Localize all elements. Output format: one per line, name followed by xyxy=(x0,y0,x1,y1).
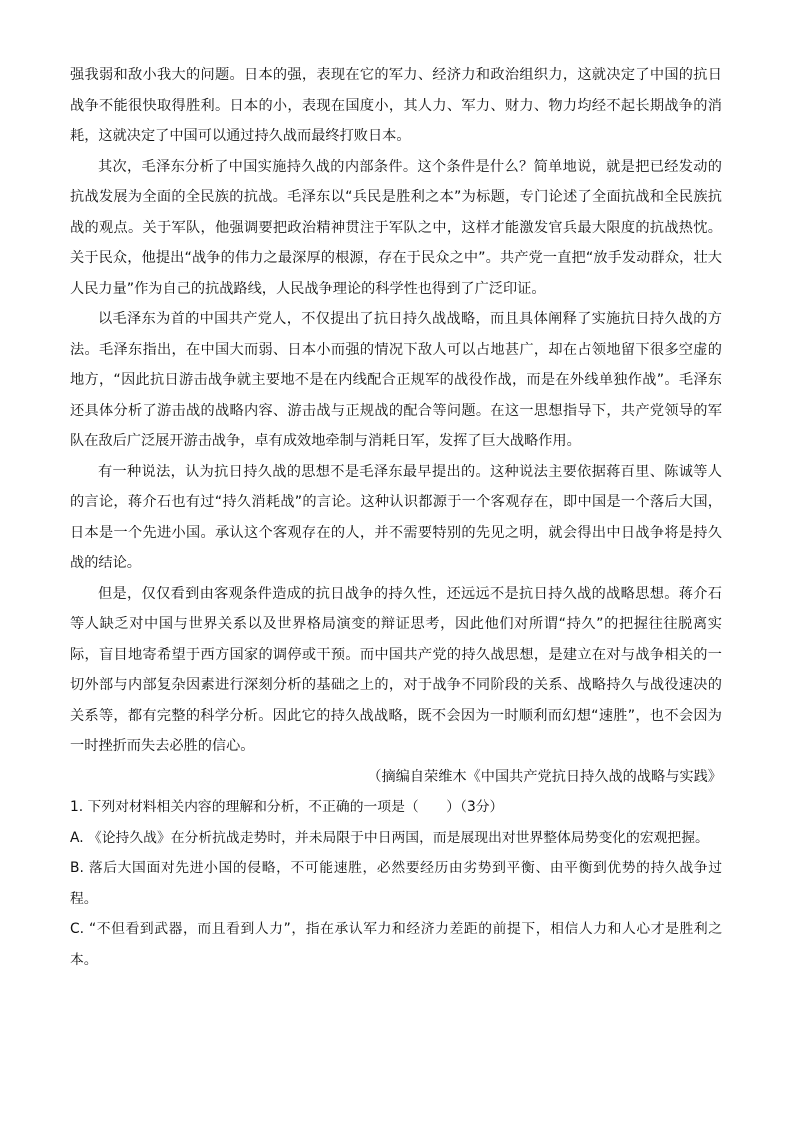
option-b: B. 落后大国面对先进小国的侵略，不可能速胜，必然要经历由劣势到平衡、由平衡到优势的持久战争过程。 xyxy=(70,860,722,907)
question-stem: 1. 下列对材料相关内容的理解和分析，不正确的一项是（ ）（3分） xyxy=(70,799,504,815)
option-a: A. 《论持久战》在分析抗战走势时，并未局限于中日两国，而是展现出对世界整体局势变化的宏观把握。 xyxy=(70,829,709,846)
paragraph-4: 有一种说法，认为抗日持久战的思想不是毛泽东最早提出的。这种说法主要依据蒋百里、陈诚等人的言论，蒋介石也有过“持久消耗战”的言论。这种认识都源于一个客观存在，即中国是一个落后大国，日本是一个先进小国。承认这个客观存在的人，并不需要特别的先见之明，就会得出中日战争将是持久战的结论。 xyxy=(70,463,722,571)
document-page xyxy=(70,60,722,975)
paragraph-5: 但是，仅仅看到由客观条件造成的抗日战争的持久性，还远远不是抗日持久战的战略思想。蒋介石等人缺乏对中国与世界关系以及世界格局演变的辩证思考，因此他们对所谓“持久”的把握往往脱离实际，盲目地寄希望于西方国家的调停或干预。而中国共产党的持久战思想，是建立在对与战争相关的一切外部与内部复杂因素进行深刻分析的基础之上的，对于战争不同阶段的关系、战略持久与战役速决的关系等，都有完整的科学分析。因此它的持久战战略，既不会因为一时顺利而幻想“速胜”，也不会因为一时挫折而失去必胜的信心。 xyxy=(70,585,722,754)
source-citation: （摘编自荣维木《中国共产党抗日持久战的战略与实践》 xyxy=(367,768,722,785)
paragraph-3: 以毛泽东为首的中国共产党人，不仅提出了抗日持久战战略，而且具体阐释了实施抗日持久战的方法。毛泽东指出，在中国大而弱、日本小而强的情况下敌人可以占地甚广，却在占领地留下很多空虚的地方，“因此抗日游击战争就主要地不是在内线配合正规军的战役作战，而是在外线单独作战”。毛泽东还具体分析了游击战的战略内容、游击战与正规战的配合等问题。在这一思想指导下，共产党领导的军队在敌后广泛展开游击战争，卓有成效地牵制与消耗日军，发挥了巨大战略作用。 xyxy=(70,311,722,449)
paragraph-2: 其次，毛泽东分析了中国实施持久战的内部条件。这个条件是什么？简单地说，就是把已经发动的抗战发展为全面的全民族的抗战。毛泽东以“兵民是胜利之本”为标题，专门论述了全面抗战和全民族抗战的观点。关于军队，他强调要把政治精神贯注于军队之中，这样才能激发官兵最大限度的抗战热忱。关于民众，他提出“战争的伟力之最深厚的根源，存在于民众之中”。共产党一直把“放手发动群众，壮大人民力量”作为自己的抗战路线，人民战争理论的科学性也得到了广泛印证。 xyxy=(70,158,722,297)
option-c: C. “不但看到武器，而且看到人力”，指在承认军力和经济力差距的前提下，相信人力和人心才是胜利之本。 xyxy=(70,921,722,968)
paragraph-1: 强我弱和敌小我大的问题。日本的强，表现在它的军力、经济力和政治组织力，这就决定了中国的抗日战争不能很快取得胜利。日本的小，表现在国度小，其人力、军力、财力、物力均经不起长期战争的消耗，这就决定了中国可以通过持久战而最终打败日本。 xyxy=(70,67,722,144)
